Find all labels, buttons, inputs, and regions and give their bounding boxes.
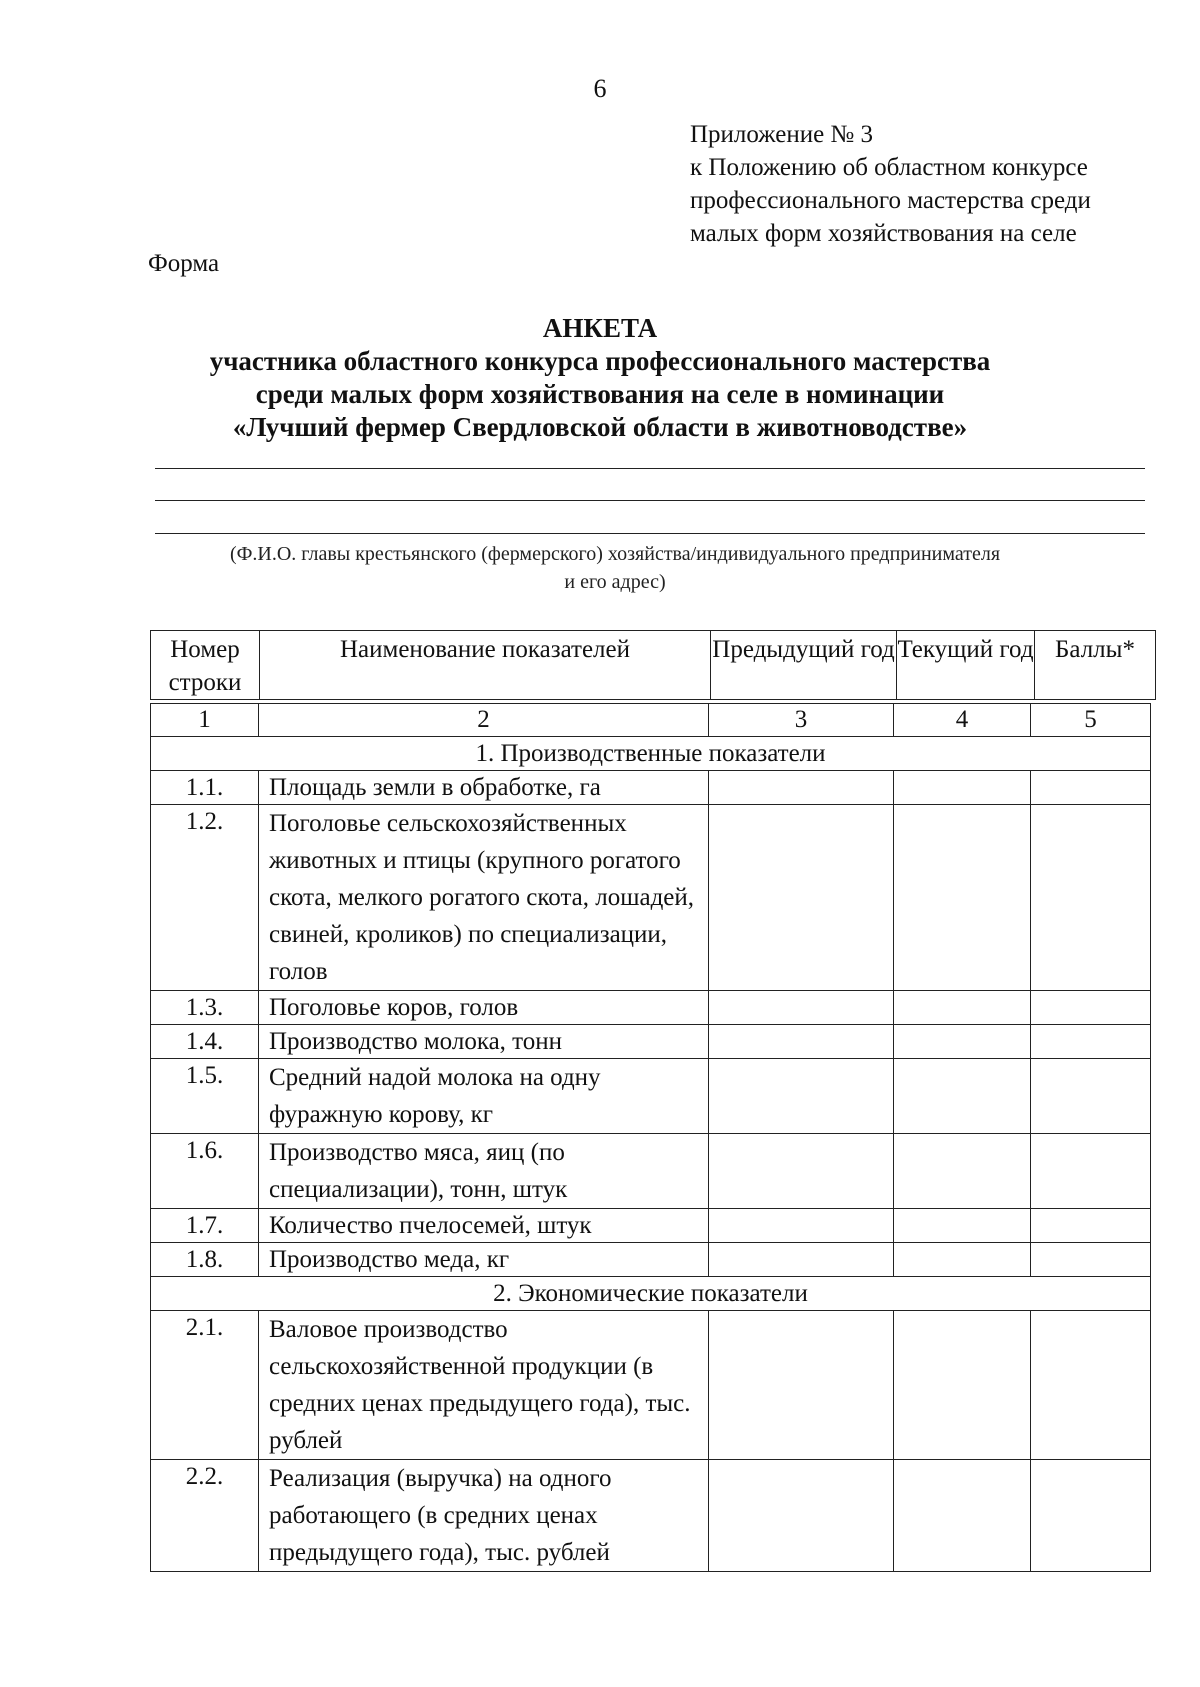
appendix-reference [690, 118, 1091, 250]
title-main: АНКЕТА [542, 313, 658, 343]
table-header [150, 630, 1156, 700]
header-points: Баллы* [1035, 631, 1156, 700]
fill-in-line[interactable] [155, 533, 1145, 534]
column-number: 2 [259, 704, 709, 737]
section-header-row [151, 737, 1151, 771]
title-line: среди малых форм хозяйствования на селе в номинации [255, 379, 945, 409]
indicator-name: Поголовье коров, голов [259, 991, 709, 1025]
row-number: 1.6. [151, 1134, 259, 1209]
current-year-cell[interactable] [894, 771, 1031, 805]
current-year-cell[interactable] [894, 1243, 1031, 1277]
column-numbers-row [151, 704, 1151, 737]
previous-year-cell[interactable] [709, 1134, 894, 1209]
current-year-cell[interactable] [894, 991, 1031, 1025]
title-line: участника областного конкурса профессионального мастерства [209, 346, 991, 376]
points-cell[interactable] [1031, 1025, 1151, 1059]
section-title: 1. Производственные показатели [151, 737, 1151, 771]
table-row [151, 1059, 1151, 1134]
previous-year-cell[interactable] [709, 1311, 894, 1460]
row-number: 1.8. [151, 1243, 259, 1277]
previous-year-cell[interactable] [709, 771, 894, 805]
column-number: 1 [151, 704, 259, 737]
table-row [151, 771, 1151, 805]
points-cell[interactable] [1031, 1311, 1151, 1460]
fio-caption-line: (Ф.И.О. главы крестьянского (фермерского) хозяйства/индивидуального предпринимателя [229, 543, 1001, 565]
section-title: 2. Экономические показатели [151, 1277, 1151, 1311]
table-row [151, 1209, 1151, 1243]
fill-in-line[interactable] [155, 500, 1145, 501]
header-previous-year: Предыдущий год [711, 631, 897, 700]
previous-year-cell[interactable] [709, 1243, 894, 1277]
indicator-name: Валовое производство сельскохозяйственной продукции (в средних ценах предыдущего года), тыс. рублей [259, 1311, 709, 1460]
fill-in-line[interactable] [155, 468, 1145, 469]
row-number: 1.3. [151, 991, 259, 1025]
points-cell[interactable] [1031, 1059, 1151, 1134]
indicator-name: Поголовье сельскохозяйственных животных и птицы (крупного рогатого скота, мелкого рогатого скота, лошадей, свиней, кроликов) по специализации, голов [259, 805, 709, 991]
header-name: Наименование показателей [260, 631, 711, 700]
indicator-name: Производство меда, кг [259, 1243, 709, 1277]
indicator-name: Производство молока, тонн [259, 1025, 709, 1059]
indicator-name: Количество пчелосемей, штук [259, 1209, 709, 1243]
points-cell[interactable] [1031, 805, 1151, 991]
header-current-year: Текущий год [897, 631, 1035, 700]
table-row [151, 805, 1151, 991]
row-number: 1.4. [151, 1025, 259, 1059]
appendix-line: к Положению об областном конкурсе [690, 154, 1088, 181]
indicator-name: Средний надой молока на одну фуражную корову, кг [259, 1059, 709, 1134]
header-row [151, 631, 1156, 700]
appendix-line: Приложение № 3 [690, 121, 874, 148]
header-row-number: Номер строки [151, 631, 260, 700]
row-number: 1.5. [151, 1059, 259, 1134]
previous-year-cell[interactable] [709, 1025, 894, 1059]
table-row [151, 991, 1151, 1025]
points-cell[interactable] [1031, 991, 1151, 1025]
points-cell[interactable] [1031, 1460, 1151, 1572]
fio-caption-line: и его адрес) [564, 571, 666, 593]
title-line: «Лучший фермер Свердловской области в животноводстве» [232, 412, 968, 442]
appendix-line: малых форм хозяйствования на селе [690, 220, 1077, 247]
indicator-name: Площадь земли в обработке, га [259, 771, 709, 805]
table-row [151, 1134, 1151, 1209]
table-row [151, 1025, 1151, 1059]
appendix-line: профессионального мастерства среди [690, 187, 1091, 214]
table-row [151, 1311, 1151, 1460]
row-number: 1.2. [151, 805, 259, 991]
current-year-cell[interactable] [894, 1460, 1031, 1572]
previous-year-cell[interactable] [709, 1059, 894, 1134]
current-year-cell[interactable] [894, 805, 1031, 991]
column-number: 5 [1031, 704, 1151, 737]
row-number: 1.1. [151, 771, 259, 805]
previous-year-cell[interactable] [709, 1209, 894, 1243]
current-year-cell[interactable] [894, 1311, 1031, 1460]
indicator-name: Производство мяса, яиц (по специализации), тонн, штук [259, 1134, 709, 1209]
column-number: 3 [709, 704, 894, 737]
previous-year-cell[interactable] [709, 1460, 894, 1572]
points-cell[interactable] [1031, 1134, 1151, 1209]
current-year-cell[interactable] [894, 1134, 1031, 1209]
previous-year-cell[interactable] [709, 991, 894, 1025]
points-cell[interactable] [1031, 1209, 1151, 1243]
row-number: 2.1. [151, 1311, 259, 1460]
table-row [151, 1243, 1151, 1277]
current-year-cell[interactable] [894, 1209, 1031, 1243]
current-year-cell[interactable] [894, 1025, 1031, 1059]
section-header-row [151, 1277, 1151, 1311]
fio-caption [0, 540, 1200, 596]
indicators-table [150, 703, 1151, 1572]
document-title [0, 312, 1200, 444]
row-number: 2.2. [151, 1460, 259, 1572]
previous-year-cell[interactable] [709, 805, 894, 991]
indicator-name: Реализация (выручка) на одного работающего (в средних ценах предыдущего года), тыс. рублей [259, 1460, 709, 1572]
page-number: 6 [593, 74, 607, 103]
points-cell[interactable] [1031, 771, 1151, 805]
table-row [151, 1460, 1151, 1572]
column-number: 4 [894, 704, 1031, 737]
current-year-cell[interactable] [894, 1059, 1031, 1134]
row-number: 1.7. [151, 1209, 259, 1243]
form-label: Форма [148, 250, 220, 277]
points-cell[interactable] [1031, 1243, 1151, 1277]
